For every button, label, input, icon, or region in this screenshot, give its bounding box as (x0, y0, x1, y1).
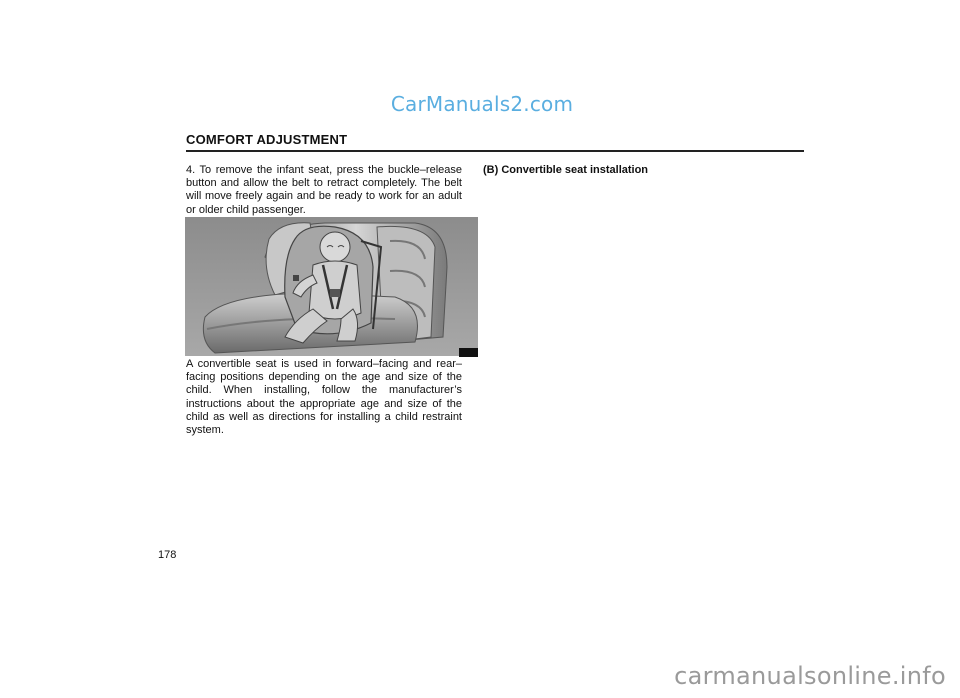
carmanuals2-watermark: CarManuals2.com (390, 92, 574, 116)
remove-infant-seat-paragraph: 4. To remove the infant seat, press the buckle–release button and allow the belt to retract completely. The belt will move freely again and be ready to work for an adult or older child passenger. (186, 164, 462, 216)
child-in-convertible-seat-illustration (185, 217, 478, 356)
convertible-seat-installation-heading: (B) Convertible seat installation (483, 164, 649, 176)
convertible-seat-paragraph: A convertible seat is used in forward–facing and rear–facing positions depending on the age and size of the child. When installing, follow the manufacturer’s instructions about the appropriate age and size of the child as well as directions for installing a child restraint system. (186, 358, 462, 437)
carmanualsonline-watermark: carmanualsonline.info (674, 662, 946, 690)
section-title: COMFORT ADJUSTMENT (186, 132, 348, 147)
seat-illustration-svg (185, 217, 478, 356)
page-number: 178 (158, 549, 177, 561)
header-rule (186, 150, 804, 152)
figure-code-tag (459, 348, 478, 357)
